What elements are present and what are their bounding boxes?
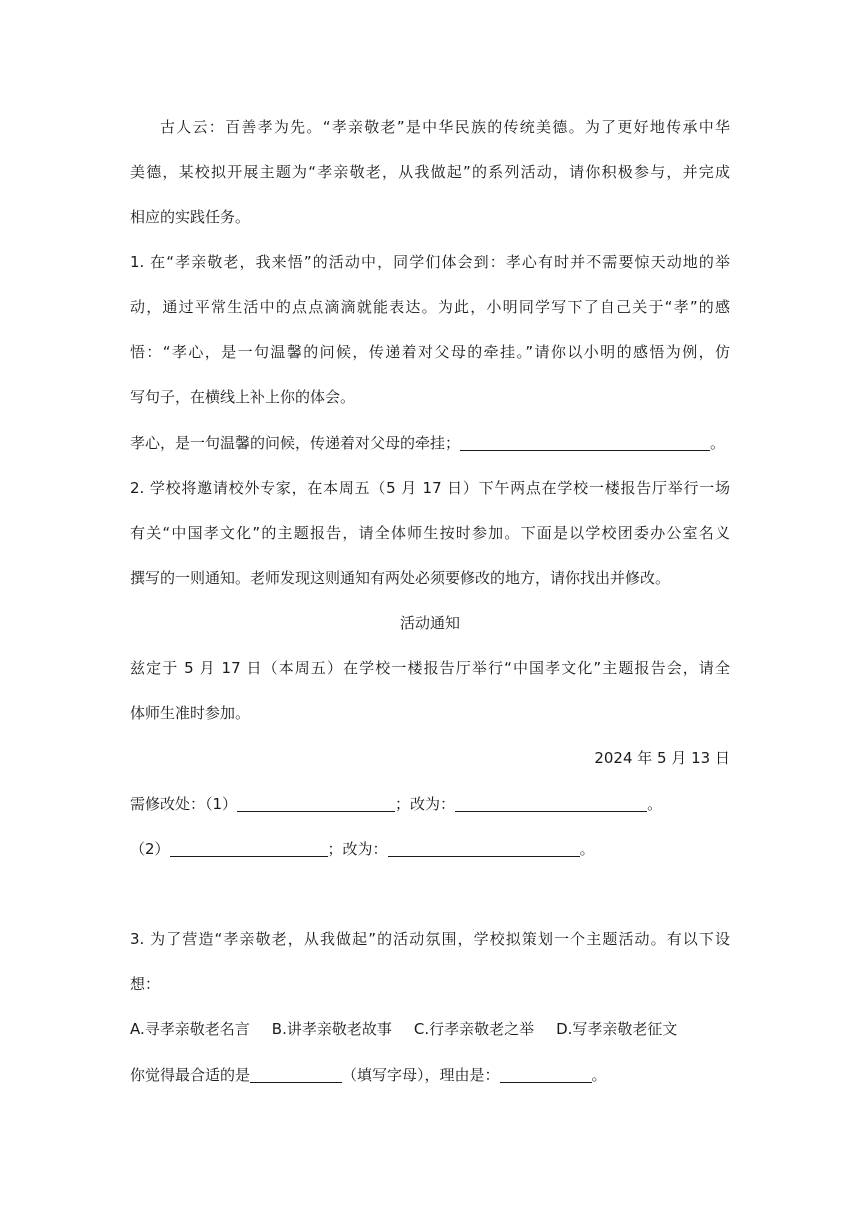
intro-line: 古人云：百善孝为先。“孝亲敬老”是中华民族的传统美德。为了更好地传承中华 <box>160 118 730 136</box>
q3-answer-line <box>130 1064 607 1086</box>
notice-date: 2024 年 5 月 13 日 <box>594 749 730 767</box>
notice-title: 活动通知 <box>399 614 460 632</box>
intro-line: 相应的实践任务。 <box>130 208 251 226</box>
option-a[interactable]: A.寻孝亲敬老名言 <box>130 1020 250 1038</box>
q1-line: 写句子，在横线上补上你的体会。 <box>130 388 356 406</box>
fix1-prefix: 需修改处：（1） <box>130 795 238 813</box>
q3-answer-prefix: 你觉得最合适的是 <box>130 1066 251 1084</box>
q3-reason-blank[interactable] <box>500 1066 592 1083</box>
q3-options <box>130 1018 677 1040</box>
fix-line-1 <box>130 793 662 815</box>
fix2-end: 。 <box>579 840 595 858</box>
fix1-end: 。 <box>647 795 663 813</box>
q2-line: 撰写的一则通知。老师发现这则通知有两处必须要修改的地方，请你找出并修改。 <box>130 569 671 587</box>
fix2-prefix: （2） <box>130 840 170 858</box>
fix1-mid: ；改为： <box>395 795 456 813</box>
q2-line: 有关“中国孝文化”的主题报告，请全体师生按时参加。下面是以学校团委办公室名义 <box>130 524 730 542</box>
q3-answer-mid: （填写字母），理由是： <box>342 1066 500 1084</box>
fix2-correction-blank[interactable] <box>388 840 580 857</box>
fix-line-2 <box>130 838 595 860</box>
notice-body-line: 兹定于 5 月 17 日（本周五）在学校一楼报告厅举行“中国孝文化”主题报告会，请全 <box>130 659 730 677</box>
fix1-correction-blank[interactable] <box>455 795 647 812</box>
q2-line: 2. 学校将邀请校外专家，在本周五（5 月 17 日）下午两点在学校一楼报告厅举行一场 <box>130 479 730 497</box>
q3-line: 想： <box>130 975 161 993</box>
fix2-location-blank[interactable] <box>170 840 328 857</box>
q1-line: 悟：“孝心，是一句温馨的问候，传递着对父母的牵挂。”请你以小明的感悟为例，仿 <box>130 343 730 361</box>
q1-answer-suffix: 。 <box>710 434 726 452</box>
q1-answer-line <box>130 432 725 454</box>
q3-letter-blank[interactable] <box>250 1066 342 1083</box>
q1-line: 1. 在“孝亲敬老，我来悟”的活动中，同学们体会到：孝心有时并不需要惊天动地的举 <box>130 253 730 271</box>
fix1-location-blank[interactable] <box>237 795 395 812</box>
q3-answer-end: 。 <box>591 1066 607 1084</box>
option-d[interactable]: D.写孝亲敬老征文 <box>556 1020 678 1038</box>
q1-answer-prefix: 孝心，是一句温馨的问候，传递着对父母的牵挂； <box>130 434 461 452</box>
intro-line: 美德，某校拟开展主题为“孝亲敬老，从我做起”的系列活动，请你积极参与，并完成 <box>130 163 730 181</box>
q3-line: 3. 为了营造“孝亲敬老，从我做起”的活动氛围，学校拟策划一个主题活动。有以下设 <box>130 930 730 948</box>
notice-body-line: 体师生准时参加。 <box>130 704 251 722</box>
option-b[interactable]: B.讲孝亲敬老故事 <box>271 1020 392 1038</box>
fix2-mid: ；改为： <box>327 840 388 858</box>
option-c[interactable]: C.行孝亲敬老之举 <box>413 1020 535 1038</box>
q1-line: 动，通过平常生活中的点点滴滴就能表达。为此，小明同学写下了自己关于“孝”的感 <box>130 298 730 316</box>
q1-answer-blank[interactable] <box>460 434 710 451</box>
